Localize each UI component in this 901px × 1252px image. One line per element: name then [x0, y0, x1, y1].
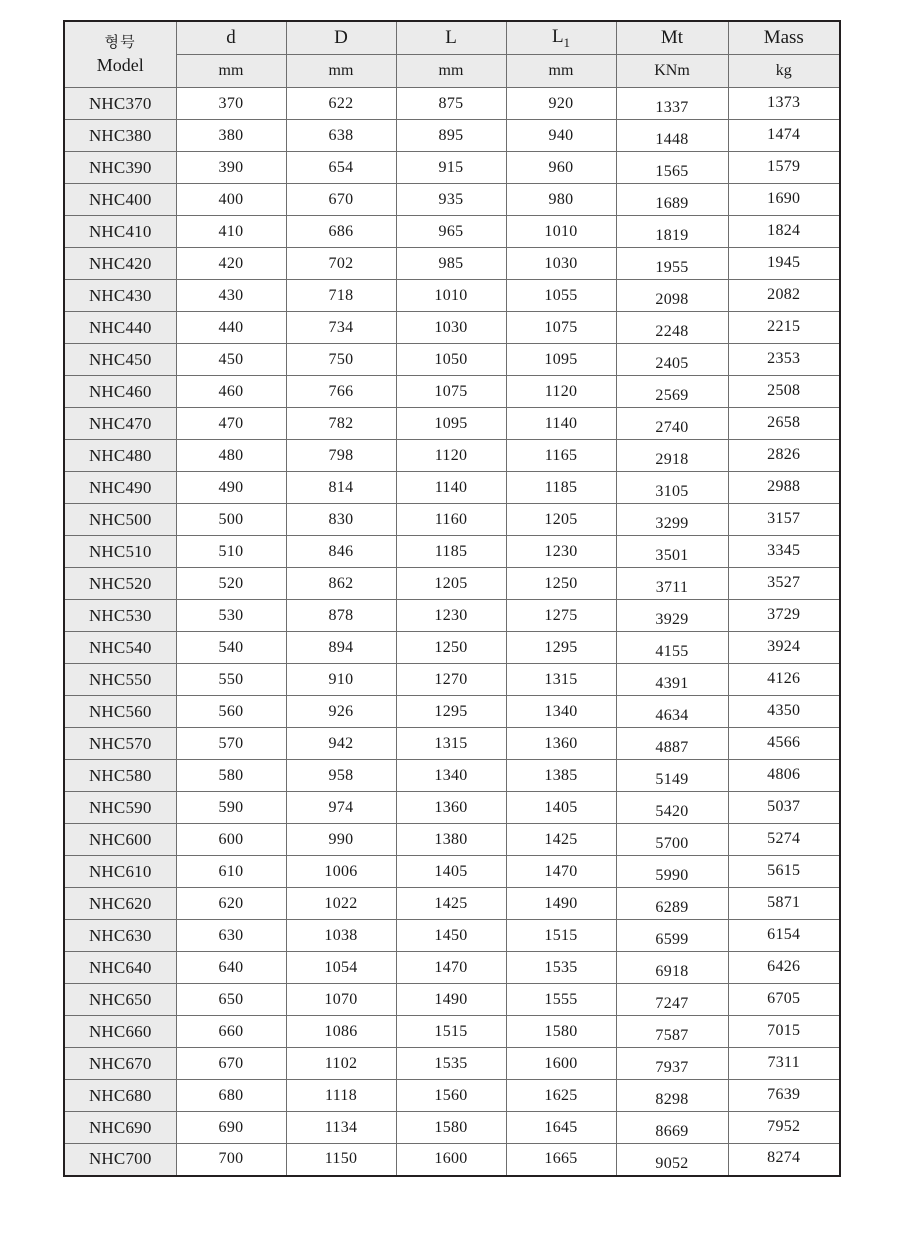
cell-D: 670 — [286, 184, 396, 216]
cell-Mt: 3299 — [616, 504, 728, 536]
cell-Mass: 1690 — [728, 184, 840, 216]
cell-Mt: 2248 — [616, 312, 728, 344]
cell-d: 630 — [176, 920, 286, 952]
table-row — [64, 600, 840, 632]
cell-L1: 1385 — [506, 760, 616, 792]
cell-d: 520 — [176, 568, 286, 600]
cell-D: 1150 — [286, 1144, 396, 1176]
cell-Mass: 5037 — [728, 792, 840, 824]
cell-D: 766 — [286, 376, 396, 408]
cell-Mass: 3345 — [728, 536, 840, 568]
cell-Mt: 7587 — [616, 1016, 728, 1048]
cell-Mass: 2215 — [728, 312, 840, 344]
cell-model: NHC490 — [64, 472, 176, 504]
cell-Mt: 6918 — [616, 952, 728, 984]
cell-Mass: 7311 — [728, 1048, 840, 1080]
cell-D: 734 — [286, 312, 396, 344]
cell-D: 990 — [286, 824, 396, 856]
table-header — [64, 21, 840, 88]
cell-d: 450 — [176, 344, 286, 376]
cell-L1: 1360 — [506, 728, 616, 760]
header-row-units — [64, 55, 840, 88]
cell-d: 530 — [176, 600, 286, 632]
cell-d: 390 — [176, 152, 286, 184]
header-unit-L: mm — [396, 55, 506, 88]
cell-Mass: 1824 — [728, 216, 840, 248]
cell-model: NHC510 — [64, 536, 176, 568]
table-row — [64, 1144, 840, 1176]
cell-Mt: 6289 — [616, 888, 728, 920]
cell-Mt: 3929 — [616, 600, 728, 632]
cell-L: 1535 — [396, 1048, 506, 1080]
cell-L1: 1185 — [506, 472, 616, 504]
cell-L: 1450 — [396, 920, 506, 952]
cell-D: 830 — [286, 504, 396, 536]
cell-L: 1160 — [396, 504, 506, 536]
cell-D: 958 — [286, 760, 396, 792]
cell-D: 1022 — [286, 888, 396, 920]
cell-model: NHC430 — [64, 280, 176, 312]
cell-d: 420 — [176, 248, 286, 280]
cell-D: 638 — [286, 120, 396, 152]
cell-model: NHC380 — [64, 120, 176, 152]
cell-L: 1010 — [396, 280, 506, 312]
cell-model: NHC460 — [64, 376, 176, 408]
table-row — [64, 376, 840, 408]
cell-Mt: 4634 — [616, 696, 728, 728]
cell-model: NHC370 — [64, 88, 176, 120]
table-row — [64, 1112, 840, 1144]
cell-L: 1140 — [396, 472, 506, 504]
cell-model: NHC410 — [64, 216, 176, 248]
cell-Mass: 7639 — [728, 1080, 840, 1112]
cell-Mt: 1689 — [616, 184, 728, 216]
cell-D: 846 — [286, 536, 396, 568]
table-row — [64, 280, 840, 312]
cell-model: NHC670 — [64, 1048, 176, 1080]
cell-D: 622 — [286, 88, 396, 120]
cell-L1: 1095 — [506, 344, 616, 376]
cell-model: NHC560 — [64, 696, 176, 728]
cell-model: NHC630 — [64, 920, 176, 952]
table-row — [64, 312, 840, 344]
cell-Mass: 5274 — [728, 824, 840, 856]
cell-D: 926 — [286, 696, 396, 728]
cell-L1: 1075 — [506, 312, 616, 344]
cell-D: 782 — [286, 408, 396, 440]
cell-model: NHC650 — [64, 984, 176, 1016]
cell-L: 1600 — [396, 1144, 506, 1176]
cell-Mt: 2569 — [616, 376, 728, 408]
cell-d: 650 — [176, 984, 286, 1016]
cell-Mass: 3729 — [728, 600, 840, 632]
cell-L: 895 — [396, 120, 506, 152]
cell-L: 875 — [396, 88, 506, 120]
cell-L: 1120 — [396, 440, 506, 472]
cell-Mass: 4806 — [728, 760, 840, 792]
cell-L1: 1230 — [506, 536, 616, 568]
cell-L: 985 — [396, 248, 506, 280]
cell-model: NHC590 — [64, 792, 176, 824]
cell-Mass: 6154 — [728, 920, 840, 952]
table-row — [64, 952, 840, 984]
cell-D: 1102 — [286, 1048, 396, 1080]
cell-Mass: 2658 — [728, 408, 840, 440]
table-row — [64, 152, 840, 184]
table-row — [64, 344, 840, 376]
cell-model: NHC450 — [64, 344, 176, 376]
cell-D: 910 — [286, 664, 396, 696]
cell-model: NHC680 — [64, 1080, 176, 1112]
cell-model: NHC530 — [64, 600, 176, 632]
cell-Mass: 2353 — [728, 344, 840, 376]
cell-Mt: 2098 — [616, 280, 728, 312]
cell-L1: 1600 — [506, 1048, 616, 1080]
header-row-symbols — [64, 21, 840, 55]
table-row — [64, 1080, 840, 1112]
cell-L: 1405 — [396, 856, 506, 888]
header-symbol-d: d — [176, 21, 286, 55]
cell-Mass: 4566 — [728, 728, 840, 760]
cell-Mt: 5700 — [616, 824, 728, 856]
cell-D: 1134 — [286, 1112, 396, 1144]
cell-D: 702 — [286, 248, 396, 280]
cell-model: NHC620 — [64, 888, 176, 920]
cell-Mass: 2082 — [728, 280, 840, 312]
cell-L1: 1645 — [506, 1112, 616, 1144]
cell-L: 1030 — [396, 312, 506, 344]
cell-Mass: 1579 — [728, 152, 840, 184]
specification-table — [63, 20, 841, 1177]
cell-d: 380 — [176, 120, 286, 152]
cell-L: 915 — [396, 152, 506, 184]
table-row — [64, 792, 840, 824]
cell-L1: 1275 — [506, 600, 616, 632]
cell-model: NHC570 — [64, 728, 176, 760]
cell-D: 862 — [286, 568, 396, 600]
cell-L: 1470 — [396, 952, 506, 984]
cell-Mass: 1945 — [728, 248, 840, 280]
cell-Mt: 2740 — [616, 408, 728, 440]
cell-L1: 1470 — [506, 856, 616, 888]
cell-L: 1560 — [396, 1080, 506, 1112]
cell-d: 560 — [176, 696, 286, 728]
cell-L: 1095 — [396, 408, 506, 440]
table-row — [64, 1016, 840, 1048]
cell-model: NHC610 — [64, 856, 176, 888]
cell-Mt: 1819 — [616, 216, 728, 248]
cell-L: 965 — [396, 216, 506, 248]
header-unit-D: mm — [286, 55, 396, 88]
cell-L1: 1250 — [506, 568, 616, 600]
cell-Mt: 5420 — [616, 792, 728, 824]
cell-d: 440 — [176, 312, 286, 344]
header-unit-Mt: KNm — [616, 55, 728, 88]
cell-D: 814 — [286, 472, 396, 504]
cell-Mt: 8669 — [616, 1112, 728, 1144]
cell-D: 1054 — [286, 952, 396, 984]
cell-d: 590 — [176, 792, 286, 824]
cell-d: 430 — [176, 280, 286, 312]
cell-D: 942 — [286, 728, 396, 760]
table-row — [64, 696, 840, 728]
cell-Mt: 6599 — [616, 920, 728, 952]
header-symbol-L1: $L_1$ — [506, 21, 616, 55]
cell-L1: 980 — [506, 184, 616, 216]
table-row — [64, 632, 840, 664]
table-row — [64, 984, 840, 1016]
cell-L: 1360 — [396, 792, 506, 824]
cell-model: NHC580 — [64, 760, 176, 792]
cell-D: 894 — [286, 632, 396, 664]
cell-Mt: 7247 — [616, 984, 728, 1016]
cell-Mass: 3157 — [728, 504, 840, 536]
cell-D: 974 — [286, 792, 396, 824]
cell-model: NHC550 — [64, 664, 176, 696]
cell-Mass: 5871 — [728, 888, 840, 920]
table-row — [64, 824, 840, 856]
cell-Mass: 7015 — [728, 1016, 840, 1048]
cell-L1: 1580 — [506, 1016, 616, 1048]
cell-d: 620 — [176, 888, 286, 920]
cell-d: 670 — [176, 1048, 286, 1080]
cell-d: 690 — [176, 1112, 286, 1144]
cell-Mt: 8298 — [616, 1080, 728, 1112]
cell-L: 1490 — [396, 984, 506, 1016]
cell-Mass: 3527 — [728, 568, 840, 600]
cell-D: 878 — [286, 600, 396, 632]
cell-Mt: 3711 — [616, 568, 728, 600]
header-symbol-L: L — [396, 21, 506, 55]
cell-D: 654 — [286, 152, 396, 184]
cell-L1: 1315 — [506, 664, 616, 696]
cell-D: 798 — [286, 440, 396, 472]
table-row — [64, 440, 840, 472]
cell-Mt: 1448 — [616, 120, 728, 152]
cell-L1: 1165 — [506, 440, 616, 472]
cell-Mt: 5149 — [616, 760, 728, 792]
cell-model: NHC470 — [64, 408, 176, 440]
cell-model: NHC440 — [64, 312, 176, 344]
cell-D: 1038 — [286, 920, 396, 952]
table-row — [64, 120, 840, 152]
cell-d: 410 — [176, 216, 286, 248]
cell-d: 570 — [176, 728, 286, 760]
cell-L1: 1010 — [506, 216, 616, 248]
table-row — [64, 216, 840, 248]
table-row — [64, 568, 840, 600]
table-row — [64, 408, 840, 440]
table-row — [64, 248, 840, 280]
cell-Mass: 3924 — [728, 632, 840, 664]
cell-Mt: 3501 — [616, 536, 728, 568]
cell-L: 1340 — [396, 760, 506, 792]
cell-d: 510 — [176, 536, 286, 568]
cell-L1: 1625 — [506, 1080, 616, 1112]
cell-d: 400 — [176, 184, 286, 216]
cell-Mass: 7952 — [728, 1112, 840, 1144]
cell-L: 935 — [396, 184, 506, 216]
header-unit-d: mm — [176, 55, 286, 88]
cell-Mt: 5990 — [616, 856, 728, 888]
cell-d: 500 — [176, 504, 286, 536]
table-row — [64, 1048, 840, 1080]
header-model-english: Model — [96, 54, 144, 75]
cell-model: NHC690 — [64, 1112, 176, 1144]
cell-D: 718 — [286, 280, 396, 312]
cell-Mt: 4391 — [616, 664, 728, 696]
cell-L1: 920 — [506, 88, 616, 120]
cell-model: NHC480 — [64, 440, 176, 472]
cell-d: 370 — [176, 88, 286, 120]
cell-Mass: 2826 — [728, 440, 840, 472]
cell-L: 1580 — [396, 1112, 506, 1144]
cell-L: 1230 — [396, 600, 506, 632]
cell-L: 1295 — [396, 696, 506, 728]
cell-Mt: 9052 — [616, 1144, 728, 1176]
cell-D: 1118 — [286, 1080, 396, 1112]
cell-Mt: 2918 — [616, 440, 728, 472]
cell-Mass: 5615 — [728, 856, 840, 888]
cell-d: 490 — [176, 472, 286, 504]
cell-L1: 940 — [506, 120, 616, 152]
cell-L1: 1665 — [506, 1144, 616, 1176]
cell-d: 480 — [176, 440, 286, 472]
cell-L: 1515 — [396, 1016, 506, 1048]
cell-model: NHC390 — [64, 152, 176, 184]
cell-d: 600 — [176, 824, 286, 856]
cell-d: 550 — [176, 664, 286, 696]
cell-d: 580 — [176, 760, 286, 792]
cell-model: NHC500 — [64, 504, 176, 536]
table-body — [64, 88, 840, 1176]
table-row — [64, 760, 840, 792]
cell-L: 1380 — [396, 824, 506, 856]
table-row — [64, 856, 840, 888]
cell-d: 460 — [176, 376, 286, 408]
cell-L1: 1120 — [506, 376, 616, 408]
cell-L1: 1340 — [506, 696, 616, 728]
cell-Mt: 7937 — [616, 1048, 728, 1080]
cell-Mass: 6705 — [728, 984, 840, 1016]
header-unit-Mass: kg — [728, 55, 840, 88]
cell-L1: 960 — [506, 152, 616, 184]
header-unit-L1: mm — [506, 55, 616, 88]
cell-d: 610 — [176, 856, 286, 888]
cell-model: NHC520 — [64, 568, 176, 600]
cell-L1: 1140 — [506, 408, 616, 440]
cell-d: 700 — [176, 1144, 286, 1176]
cell-D: 750 — [286, 344, 396, 376]
cell-d: 470 — [176, 408, 286, 440]
cell-model: NHC600 — [64, 824, 176, 856]
cell-L1: 1205 — [506, 504, 616, 536]
header-symbol-D: D — [286, 21, 396, 55]
cell-D: 686 — [286, 216, 396, 248]
cell-L: 1250 — [396, 632, 506, 664]
cell-L1: 1535 — [506, 952, 616, 984]
cell-L1: 1555 — [506, 984, 616, 1016]
cell-L1: 1055 — [506, 280, 616, 312]
cell-Mass: 4350 — [728, 696, 840, 728]
table-row — [64, 728, 840, 760]
cell-model: NHC660 — [64, 1016, 176, 1048]
cell-L1: 1405 — [506, 792, 616, 824]
table-row — [64, 664, 840, 696]
cell-Mt: 1955 — [616, 248, 728, 280]
table-row — [64, 888, 840, 920]
cell-L1: 1490 — [506, 888, 616, 920]
cell-Mass: 2988 — [728, 472, 840, 504]
cell-L: 1425 — [396, 888, 506, 920]
cell-Mass: 8274 — [728, 1144, 840, 1176]
table-row — [64, 536, 840, 568]
cell-L1: 1425 — [506, 824, 616, 856]
cell-L: 1075 — [396, 376, 506, 408]
cell-model: NHC700 — [64, 1144, 176, 1176]
cell-D: 1070 — [286, 984, 396, 1016]
cell-model: NHC400 — [64, 184, 176, 216]
cell-D: 1006 — [286, 856, 396, 888]
cell-Mt: 4887 — [616, 728, 728, 760]
cell-Mass: 6426 — [728, 952, 840, 984]
cell-L: 1185 — [396, 536, 506, 568]
table-row — [64, 88, 840, 120]
cell-model: NHC420 — [64, 248, 176, 280]
cell-L: 1050 — [396, 344, 506, 376]
table-row — [64, 920, 840, 952]
cell-d: 640 — [176, 952, 286, 984]
cell-L: 1315 — [396, 728, 506, 760]
cell-L1: 1295 — [506, 632, 616, 664]
table-row — [64, 472, 840, 504]
cell-L1: 1030 — [506, 248, 616, 280]
header-symbol-Mt: Mt — [616, 21, 728, 55]
header-symbol-Mass: Mass — [728, 21, 840, 55]
cell-Mt: 1337 — [616, 88, 728, 120]
cell-d: 660 — [176, 1016, 286, 1048]
header-model — [64, 21, 176, 88]
cell-Mass: 1474 — [728, 120, 840, 152]
cell-D: 1086 — [286, 1016, 396, 1048]
cell-model: NHC540 — [64, 632, 176, 664]
cell-Mt: 3105 — [616, 472, 728, 504]
cell-d: 540 — [176, 632, 286, 664]
cell-Mt: 1565 — [616, 152, 728, 184]
cell-d: 680 — [176, 1080, 286, 1112]
cell-model: NHC640 — [64, 952, 176, 984]
cell-Mass: 4126 — [728, 664, 840, 696]
cell-L1: 1515 — [506, 920, 616, 952]
header-model-korean: 형号 — [104, 32, 136, 51]
table-row — [64, 504, 840, 536]
cell-Mass: 1373 — [728, 88, 840, 120]
cell-Mt: 2405 — [616, 344, 728, 376]
cell-Mass: 2508 — [728, 376, 840, 408]
cell-L: 1270 — [396, 664, 506, 696]
table-row — [64, 184, 840, 216]
cell-Mt: 4155 — [616, 632, 728, 664]
cell-L: 1205 — [396, 568, 506, 600]
